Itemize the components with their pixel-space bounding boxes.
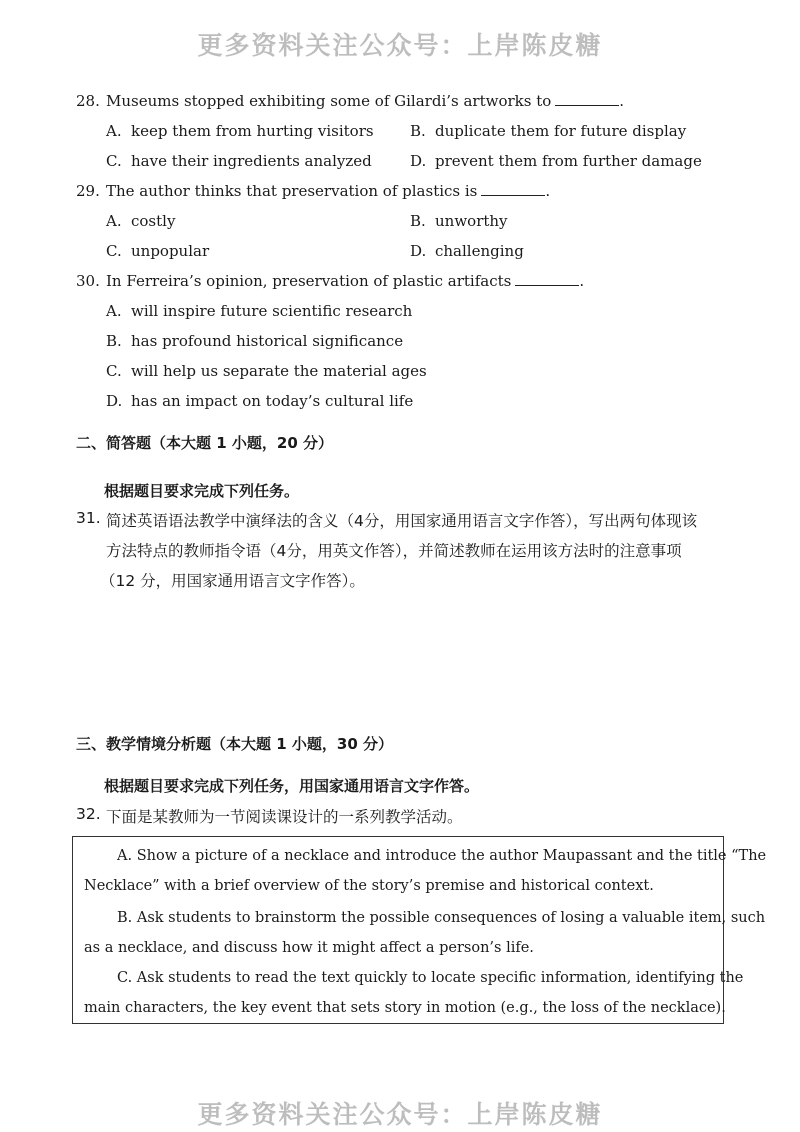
option-29-a: A. costly [106, 212, 176, 230]
question-31-number: 31. [76, 509, 101, 527]
question-stem: In Ferreira’s opinion, preservation of plastic artifacts [106, 272, 512, 290]
option-29-c: C. unpopular [106, 242, 210, 260]
question-32-text: 下面是某教师为一节阅读课设计的一系列教学活动。 [106, 808, 463, 826]
question-number: 28. [76, 92, 100, 110]
activity-c-line-1: C. Ask students to read the text quickly to locate specific information, identifying the [117, 970, 744, 986]
option-28-a: A. keep them from hurting visitors [106, 122, 374, 140]
option-28-b: B. duplicate them for future display [410, 122, 687, 140]
question-31-line-2: 方法特点的教师指令语（4分，用英文作答），并简述教师在运用该方法时的注意事项 [106, 542, 682, 560]
answer-blank [515, 272, 579, 286]
question-number: 30. [76, 272, 100, 290]
option-30-a: A. will inspire future scientific research [106, 302, 413, 320]
section-3-heading: 三、教学情境分析题（本大题 1 小题，30 分） [76, 735, 393, 753]
question-32-number: 32. [76, 805, 101, 823]
question-stem: Museums stopped exhibiting some of Gilardi’s artworks to [106, 92, 552, 110]
option-28-d: D. prevent them from further damage [410, 152, 702, 170]
question-31-line-3: （12 分，用国家通用语言文字作答）。 [100, 572, 365, 590]
activities-box [72, 836, 767, 1024]
activity-b-line-2: as a necklace, and discuss how it might affect a person’s life. [84, 940, 534, 956]
activity-a-line-2: Necklace” with a brief overview of the story’s premise and historical context. [84, 878, 654, 894]
watermark-bottom: 更多资料关注公众号：上岸陈皮糖 [197, 1100, 603, 1129]
question-stem: The author thinks that preservation of plastics is [106, 182, 478, 200]
activity-c-line-2: main characters, the key event that sets story in motion (e.g., the loss of the necklace). [84, 1000, 726, 1016]
section-2-instruction: 根据题目要求完成下列任务。 [104, 482, 300, 500]
watermark-top: 更多资料关注公众号：上岸陈皮糖 [197, 31, 603, 60]
question-30: 30. In Ferreira’s opinion, preservation of plastic artifacts . [76, 272, 585, 290]
option-30-d: D. has an impact on today’s cultural life [106, 392, 414, 410]
question-29: 29. The author thinks that preservation of plastics is . [76, 182, 551, 200]
option-29-b: B. unworthy [410, 212, 508, 230]
answer-blank [555, 92, 619, 106]
activity-b-line-1: B. Ask students to brainstorm the possible consequences of losing a valuable item, such [117, 910, 766, 926]
question-31-line-1: 简述英语语法教学中演绎法的含义（4分，用国家通用语言文字作答），写出两句体现该 [106, 512, 698, 530]
question-28: 28. Museums stopped exhibiting some of Gilardi’s artworks to . [76, 92, 625, 110]
option-28-c: C. have their ingredients analyzed [106, 152, 372, 170]
option-30-b: B. has profound historical significance [106, 332, 404, 350]
section-2-heading: 二、简答题（本大题 1 小题，20 分） [76, 434, 333, 452]
question-number: 29. [76, 182, 100, 200]
option-30-c: C. will help us separate the material ages [106, 362, 427, 380]
answer-blank [481, 182, 545, 196]
section-3-instruction: 根据题目要求完成下列任务，用国家通用语言文字作答。 [104, 777, 480, 795]
activity-a-line-1: A. Show a picture of a necklace and introduce the author Maupassant and the title “The [117, 848, 767, 864]
option-29-d: D. challenging [410, 242, 524, 260]
